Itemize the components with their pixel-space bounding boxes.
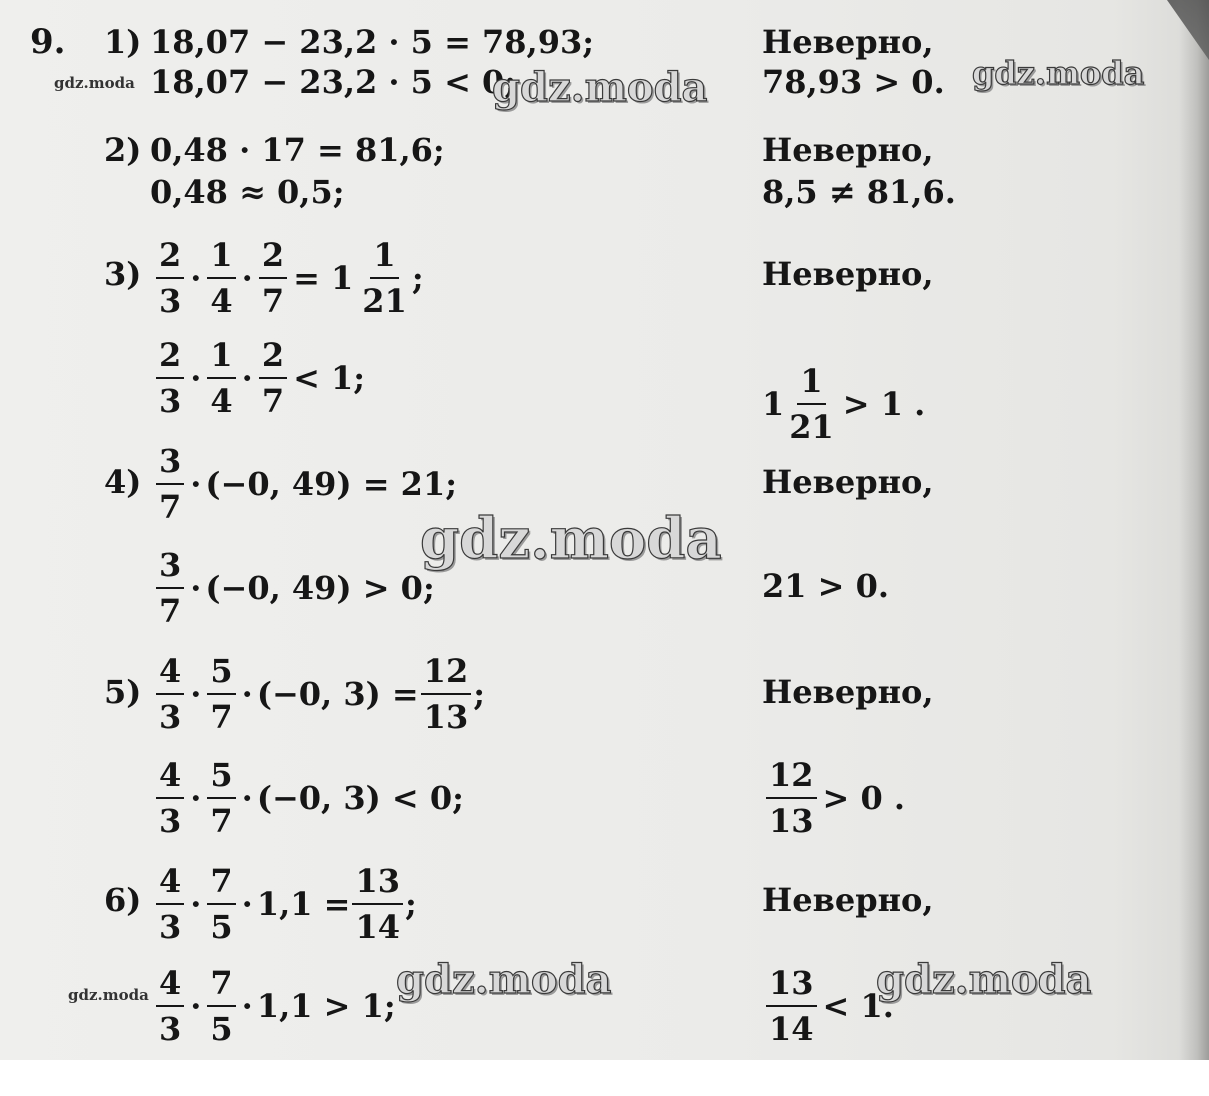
fraction: $\frac{4}{3}$ <box>156 964 184 1048</box>
item-6-verdict: Неверно, <box>762 881 934 919</box>
item-5-verdict: Неверно, <box>762 673 934 711</box>
item-6-equation: $\frac{4}{3}$ · $\frac{7}{5}$ · 1,1 = $\frac{13}{14}$ ; <box>154 862 417 946</box>
fraction: $\frac{4}{3}$ <box>156 862 184 946</box>
bottom-margin <box>0 1060 1209 1096</box>
fraction: $\frac{7}{5}$ <box>207 964 235 1048</box>
item-3-estimate: $\frac{2}{3}$ · $\frac{1}{4}$ · $\frac{2}{7}$ < 1; <box>154 336 369 420</box>
item-6-reason: $\frac{13}{14}$ < 1. <box>764 964 898 1048</box>
watermark: gdz.moda <box>876 956 1092 1003</box>
item-6-label: 6) <box>104 881 142 919</box>
task-number: 9. <box>30 22 66 62</box>
fraction: $\frac{4}{3}$ <box>156 756 184 840</box>
watermark: gdz.moda <box>492 64 708 111</box>
page-fold-shadow <box>1179 0 1209 1060</box>
item-2-reason: 8,5 ≠ 81,6. <box>762 173 956 211</box>
item-2-equation: 0,48 · 17 = 81,6; <box>150 131 445 169</box>
item-1-equation: 18,07 − 23,2 · 5 = 78,93; <box>150 23 595 61</box>
fraction: $\frac{12}{13}$ <box>766 756 817 840</box>
fraction: $\frac{3}{7}$ <box>156 442 184 526</box>
fraction: $\frac{2}{3}$ <box>156 236 184 320</box>
item-1-verdict: Неверно, <box>762 23 934 61</box>
item-4-verdict: Неверно, <box>762 463 934 501</box>
item-1-estimate: 18,07 − 23,2 · 5 < 0; <box>150 63 517 101</box>
item-5-estimate: $\frac{4}{3}$ · $\frac{5}{7}$ · (−0, 3) < 0; <box>154 756 464 840</box>
fraction: $\frac{2}{7}$ <box>259 336 287 420</box>
item-2-verdict: Неверно, <box>762 131 934 169</box>
fraction: $\frac{1}{21}$ <box>789 362 834 446</box>
item-4-reason: 21 > 0. <box>762 567 890 605</box>
item-2-estimate: 0,48 ≈ 0,5; <box>150 173 345 211</box>
item-5-equation: $\frac{4}{3}$ · $\frac{5}{7}$ · (−0, 3) = $\frac{12}{13}$ ; <box>154 652 485 736</box>
fraction: $\frac{2}{7}$ <box>259 236 287 320</box>
watermark: gdz.moda <box>68 986 149 1004</box>
item-4-equation: $\frac{3}{7}$ · (−0, 49) = 21; <box>154 442 457 526</box>
fraction: $\frac{7}{5}$ <box>207 862 235 946</box>
fraction: $\frac{5}{7}$ <box>207 756 235 840</box>
watermark: gdz.moda <box>420 506 722 572</box>
item-5-label: 5) <box>104 673 142 711</box>
fraction: $\frac{1}{4}$ <box>207 236 235 320</box>
item-3-reason: 1 $\frac{1}{21}$ > 1 . <box>762 362 926 446</box>
fraction: $\frac{12}{13}$ <box>421 652 472 736</box>
item-6-estimate: $\frac{4}{3}$ · $\frac{7}{5}$ · 1,1 > 1; <box>154 964 396 1048</box>
item-1-label: 1) <box>104 23 142 61</box>
fraction: $\frac{2}{3}$ <box>156 336 184 420</box>
fraction: $\frac{5}{7}$ <box>207 652 235 736</box>
item-1-reason: 78,93 > 0. <box>762 63 945 101</box>
item-5-reason: $\frac{12}{13}$ > 0 . <box>764 756 909 840</box>
item-3-label: 3) <box>104 255 142 293</box>
fraction: $\frac{1}{4}$ <box>207 336 235 420</box>
fraction: $\frac{3}{7}$ <box>156 546 184 630</box>
fraction: $\frac{13}{14}$ <box>766 964 817 1048</box>
item-3-equation: $\frac{2}{3}$ · $\frac{1}{4}$ · $\frac{2}{7}$ = 1 $\frac{1}{21}$ ; <box>154 236 424 320</box>
watermark: gdz.moda <box>54 74 135 92</box>
item-4-estimate: $\frac{3}{7}$ · (−0, 49) > 0; <box>154 546 435 630</box>
item-4-label: 4) <box>104 463 142 501</box>
fraction: $\frac{1}{21}$ <box>362 236 407 320</box>
item-2-label: 2) <box>104 131 142 169</box>
watermark: gdz.moda <box>972 54 1145 92</box>
fraction: $\frac{4}{3}$ <box>156 652 184 736</box>
item-3-verdict: Неверно, <box>762 255 934 293</box>
watermark: gdz.moda <box>396 956 612 1003</box>
fraction: $\frac{13}{14}$ <box>352 862 403 946</box>
